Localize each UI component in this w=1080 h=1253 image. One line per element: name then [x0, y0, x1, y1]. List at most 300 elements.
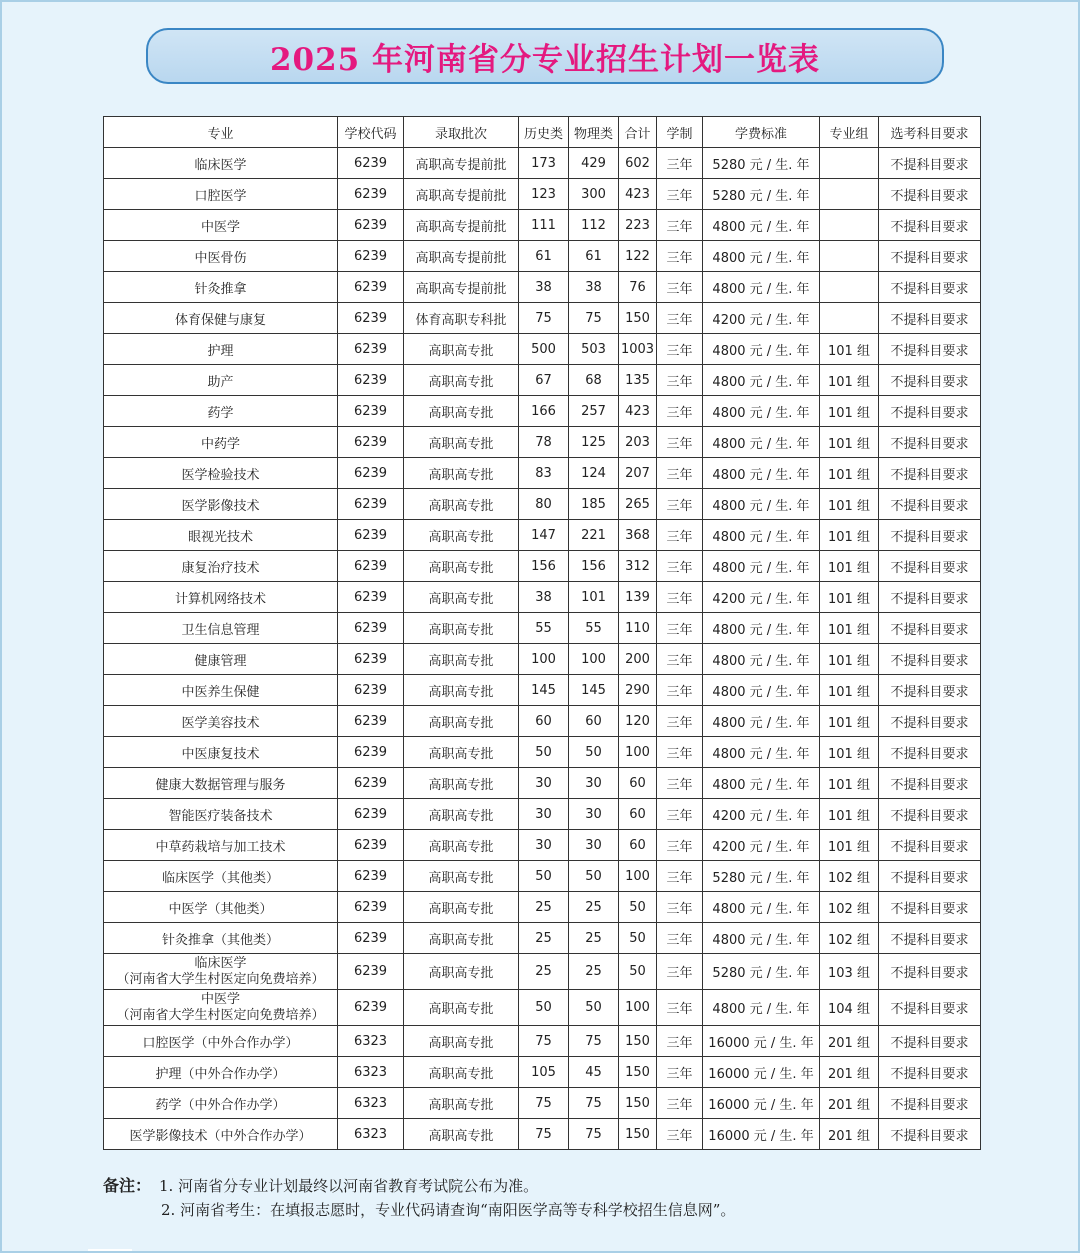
- total-count-cell: 100: [619, 737, 657, 768]
- major-cell: 中医学: [104, 210, 338, 241]
- group-cell: 102 组: [820, 861, 879, 892]
- table-row: [104, 365, 981, 396]
- duration-cell: 三年: [657, 179, 703, 210]
- subject-req-cell: 不提科目要求: [879, 954, 981, 990]
- duration-cell: 三年: [657, 303, 703, 334]
- group-cell: 101 组: [820, 706, 879, 737]
- history-count-cell: 55: [519, 613, 569, 644]
- major-cell: 针灸推拿: [104, 272, 338, 303]
- duration-cell: 三年: [657, 241, 703, 272]
- duration-cell: 三年: [657, 210, 703, 241]
- school-code-cell: 6239: [338, 954, 404, 990]
- physics-count-cell: 55: [569, 613, 619, 644]
- history-count-cell: 100: [519, 644, 569, 675]
- subject-req-cell: 不提科目要求: [879, 768, 981, 799]
- school-code-cell: 6239: [338, 334, 404, 365]
- major-cell: 针灸推拿（其他类）: [104, 923, 338, 954]
- group-cell: 101 组: [820, 551, 879, 582]
- batch-cell: 高职高专提前批: [404, 210, 519, 241]
- group-cell: [820, 241, 879, 272]
- physics-count-cell: 68: [569, 365, 619, 396]
- header-col-major: 专业: [104, 117, 338, 148]
- duration-cell: 三年: [657, 644, 703, 675]
- table-row: [104, 644, 981, 675]
- group-cell: 101 组: [820, 768, 879, 799]
- table-row: [104, 861, 981, 892]
- table-row: [104, 551, 981, 582]
- subject-req-cell: 不提科目要求: [879, 923, 981, 954]
- tuition-cell: 5280 元 / 生. 年: [703, 954, 820, 990]
- subject-req-cell: 不提科目要求: [879, 427, 981, 458]
- history-count-cell: 75: [519, 1119, 569, 1150]
- table-row: [104, 706, 981, 737]
- school-code-cell: 6239: [338, 148, 404, 179]
- table-row: [104, 1119, 981, 1150]
- table-header-row: [104, 117, 981, 148]
- subject-req-cell: 不提科目要求: [879, 675, 981, 706]
- batch-cell: 高职高专批: [404, 830, 519, 861]
- note-item: 1. 河南省分专业计划最终以河南省教育考试院公布为准。: [159, 1177, 539, 1195]
- duration-cell: 三年: [657, 675, 703, 706]
- school-code-cell: 6239: [338, 365, 404, 396]
- history-count-cell: 38: [519, 272, 569, 303]
- history-count-cell: 75: [519, 303, 569, 334]
- major-cell: 药学（中外合作办学）: [104, 1088, 338, 1119]
- tuition-cell: 4800 元 / 生. 年: [703, 272, 820, 303]
- tuition-cell: 5280 元 / 生. 年: [703, 861, 820, 892]
- group-cell: 101 组: [820, 582, 879, 613]
- table-row: [104, 892, 981, 923]
- batch-cell: 高职高专批: [404, 990, 519, 1026]
- physics-count-cell: 112: [569, 210, 619, 241]
- table-row: [104, 334, 981, 365]
- history-count-cell: 30: [519, 799, 569, 830]
- physics-count-cell: 25: [569, 954, 619, 990]
- major-cell: 康复治疗技术: [104, 551, 338, 582]
- major-cell: 体育保健与康复: [104, 303, 338, 334]
- group-cell: [820, 210, 879, 241]
- total-count-cell: 100: [619, 990, 657, 1026]
- subject-req-cell: 不提科目要求: [879, 551, 981, 582]
- total-count-cell: 100: [619, 861, 657, 892]
- subject-req-cell: 不提科目要求: [879, 1119, 981, 1150]
- school-code-cell: 6239: [338, 241, 404, 272]
- group-cell: [820, 148, 879, 179]
- total-count-cell: 150: [619, 1057, 657, 1088]
- subject-req-cell: 不提科目要求: [879, 582, 981, 613]
- tuition-cell: 4200 元 / 生. 年: [703, 582, 820, 613]
- total-count-cell: 423: [619, 179, 657, 210]
- school-code-cell: 6239: [338, 737, 404, 768]
- header-col-group: 专业组: [820, 117, 879, 148]
- total-count-cell: 290: [619, 675, 657, 706]
- subject-req-cell: 不提科目要求: [879, 458, 981, 489]
- tuition-cell: 4800 元 / 生. 年: [703, 613, 820, 644]
- total-count-cell: 76: [619, 272, 657, 303]
- duration-cell: 三年: [657, 458, 703, 489]
- batch-cell: 高职高专提前批: [404, 148, 519, 179]
- batch-cell: 高职高专批: [404, 489, 519, 520]
- batch-cell: 高职高专批: [404, 458, 519, 489]
- history-count-cell: 166: [519, 396, 569, 427]
- duration-cell: 三年: [657, 768, 703, 799]
- tuition-cell: 16000 元 / 生. 年: [703, 1057, 820, 1088]
- history-count-cell: 75: [519, 1088, 569, 1119]
- duration-cell: 三年: [657, 1088, 703, 1119]
- physics-count-cell: 30: [569, 799, 619, 830]
- batch-cell: 高职高专批: [404, 1057, 519, 1088]
- batch-cell: 高职高专批: [404, 551, 519, 582]
- total-count-cell: 265: [619, 489, 657, 520]
- physics-count-cell: 61: [569, 241, 619, 272]
- tuition-cell: 4800 元 / 生. 年: [703, 520, 820, 551]
- batch-cell: 高职高专批: [404, 582, 519, 613]
- duration-cell: 三年: [657, 990, 703, 1026]
- major-cell: 中医养生保健: [104, 675, 338, 706]
- batch-cell: 高职高专提前批: [404, 179, 519, 210]
- table-row: [104, 954, 981, 990]
- history-count-cell: 147: [519, 520, 569, 551]
- duration-cell: 三年: [657, 799, 703, 830]
- group-cell: 101 组: [820, 396, 879, 427]
- header-col-total: 合计: [619, 117, 657, 148]
- school-code-cell: 6239: [338, 303, 404, 334]
- subject-req-cell: 不提科目要求: [879, 396, 981, 427]
- physics-count-cell: 60: [569, 706, 619, 737]
- tuition-cell: 4800 元 / 生. 年: [703, 489, 820, 520]
- major-cell: 口腔医学（中外合作办学）: [104, 1026, 338, 1057]
- physics-count-cell: 101: [569, 582, 619, 613]
- history-count-cell: 80: [519, 489, 569, 520]
- physics-count-cell: 30: [569, 768, 619, 799]
- duration-cell: 三年: [657, 1026, 703, 1057]
- total-count-cell: 368: [619, 520, 657, 551]
- physics-count-cell: 429: [569, 148, 619, 179]
- subject-req-cell: 不提科目要求: [879, 520, 981, 551]
- table-row: [104, 923, 981, 954]
- header-col-tuition: 学费标准: [703, 117, 820, 148]
- major-cell: 中草药栽培与加工技术: [104, 830, 338, 861]
- tuition-cell: 4800 元 / 生. 年: [703, 427, 820, 458]
- major-cell: 卫生信息管理: [104, 613, 338, 644]
- subject-req-cell: 不提科目要求: [879, 990, 981, 1026]
- major-cell: 中医骨伤: [104, 241, 338, 272]
- school-code-cell: 6239: [338, 799, 404, 830]
- major-cell: 助产: [104, 365, 338, 396]
- subject-req-cell: 不提科目要求: [879, 799, 981, 830]
- note-line-2: [103, 1198, 1003, 1222]
- duration-cell: 三年: [657, 272, 703, 303]
- header-col-school-code: 学校代码: [338, 117, 404, 148]
- total-count-cell: 150: [619, 1119, 657, 1150]
- physics-count-cell: 50: [569, 990, 619, 1026]
- school-code-cell: 6239: [338, 427, 404, 458]
- major-cell: 临床医学（其他类）: [104, 861, 338, 892]
- school-code-cell: 6323: [338, 1119, 404, 1150]
- duration-cell: 三年: [657, 148, 703, 179]
- physics-count-cell: 50: [569, 737, 619, 768]
- duration-cell: 三年: [657, 582, 703, 613]
- history-count-cell: 30: [519, 768, 569, 799]
- duration-cell: 三年: [657, 954, 703, 990]
- batch-cell: 高职高专批: [404, 334, 519, 365]
- major-cell: 护理（中外合作办学）: [104, 1057, 338, 1088]
- group-cell: [820, 303, 879, 334]
- physics-count-cell: 124: [569, 458, 619, 489]
- tuition-cell: 5280 元 / 生. 年: [703, 148, 820, 179]
- physics-count-cell: 75: [569, 303, 619, 334]
- school-code-cell: 6239: [338, 489, 404, 520]
- table-row: [104, 990, 981, 1026]
- major-cell: 中药学: [104, 427, 338, 458]
- major-cell: 临床医学: [104, 148, 338, 179]
- batch-cell: 高职高专批: [404, 706, 519, 737]
- school-code-cell: 6239: [338, 551, 404, 582]
- total-count-cell: 200: [619, 644, 657, 675]
- header-col-duration: 学制: [657, 117, 703, 148]
- history-count-cell: 50: [519, 861, 569, 892]
- total-count-cell: 50: [619, 892, 657, 923]
- table-row: [104, 613, 981, 644]
- school-code-cell: 6239: [338, 990, 404, 1026]
- physics-count-cell: 50: [569, 861, 619, 892]
- school-code-cell: 6239: [338, 861, 404, 892]
- table-row: [104, 396, 981, 427]
- tuition-cell: 4800 元 / 生. 年: [703, 737, 820, 768]
- group-cell: 104 组: [820, 990, 879, 1026]
- school-code-cell: 6239: [338, 272, 404, 303]
- group-cell: 201 组: [820, 1057, 879, 1088]
- school-code-cell: 6239: [338, 644, 404, 675]
- major-cell: 智能医疗装备技术: [104, 799, 338, 830]
- major-cell: 医学检验技术: [104, 458, 338, 489]
- duration-cell: 三年: [657, 737, 703, 768]
- total-count-cell: 150: [619, 303, 657, 334]
- history-count-cell: 50: [519, 990, 569, 1026]
- group-cell: 101 组: [820, 644, 879, 675]
- major-cell: 健康管理: [104, 644, 338, 675]
- major-cell: 中医学（其他类）: [104, 892, 338, 923]
- tuition-cell: 4800 元 / 生. 年: [703, 334, 820, 365]
- group-cell: 101 组: [820, 334, 879, 365]
- physics-count-cell: 156: [569, 551, 619, 582]
- history-count-cell: 38: [519, 582, 569, 613]
- subject-req-cell: 不提科目要求: [879, 706, 981, 737]
- school-code-cell: 6239: [338, 768, 404, 799]
- major-cell: 眼视光技术: [104, 520, 338, 551]
- subject-req-cell: 不提科目要求: [879, 489, 981, 520]
- header-col-subject-req: 选考科目要求: [879, 117, 981, 148]
- tuition-cell: 4800 元 / 生. 年: [703, 365, 820, 396]
- school-code-cell: 6239: [338, 210, 404, 241]
- total-count-cell: 60: [619, 799, 657, 830]
- table-body: [104, 148, 981, 1150]
- history-count-cell: 25: [519, 892, 569, 923]
- major-cell: 健康大数据管理与服务: [104, 768, 338, 799]
- table-row: [104, 1088, 981, 1119]
- batch-cell: 高职高专提前批: [404, 241, 519, 272]
- group-cell: 101 组: [820, 489, 879, 520]
- group-cell: [820, 179, 879, 210]
- subject-req-cell: 不提科目要求: [879, 861, 981, 892]
- table-row: [104, 148, 981, 179]
- table-row: [104, 272, 981, 303]
- major-cell: 中医康复技术: [104, 737, 338, 768]
- group-cell: 102 组: [820, 923, 879, 954]
- batch-cell: 高职高专批: [404, 1088, 519, 1119]
- batch-cell: 高职高专批: [404, 861, 519, 892]
- batch-cell: 高职高专批: [404, 799, 519, 830]
- duration-cell: 三年: [657, 923, 703, 954]
- history-count-cell: 50: [519, 737, 569, 768]
- table-row: [104, 675, 981, 706]
- tuition-cell: 4800 元 / 生. 年: [703, 551, 820, 582]
- physics-count-cell: 75: [569, 1088, 619, 1119]
- total-count-cell: 312: [619, 551, 657, 582]
- table-row: [104, 489, 981, 520]
- tuition-cell: 4800 元 / 生. 年: [703, 768, 820, 799]
- physics-count-cell: 45: [569, 1057, 619, 1088]
- total-count-cell: 602: [619, 148, 657, 179]
- tuition-cell: 16000 元 / 生. 年: [703, 1026, 820, 1057]
- total-count-cell: 50: [619, 954, 657, 990]
- table-row: [104, 458, 981, 489]
- total-count-cell: 120: [619, 706, 657, 737]
- batch-cell: 高职高专提前批: [404, 272, 519, 303]
- history-count-cell: 83: [519, 458, 569, 489]
- group-cell: 103 组: [820, 954, 879, 990]
- school-code-cell: 6239: [338, 458, 404, 489]
- duration-cell: 三年: [657, 830, 703, 861]
- batch-cell: 高职高专批: [404, 954, 519, 990]
- school-code-cell: 6239: [338, 520, 404, 551]
- school-code-cell: 6239: [338, 675, 404, 706]
- physics-count-cell: 75: [569, 1026, 619, 1057]
- physics-count-cell: 221: [569, 520, 619, 551]
- history-count-cell: 25: [519, 923, 569, 954]
- notes: [103, 1174, 1003, 1222]
- tuition-cell: 4800 元 / 生. 年: [703, 990, 820, 1026]
- subject-req-cell: 不提科目要求: [879, 830, 981, 861]
- history-count-cell: 123: [519, 179, 569, 210]
- major-note: （河南省大学生村医定向免费培养）: [116, 1007, 325, 1023]
- table-row: [104, 830, 981, 861]
- school-code-cell: 6239: [338, 923, 404, 954]
- tuition-cell: 4800 元 / 生. 年: [703, 892, 820, 923]
- duration-cell: 三年: [657, 861, 703, 892]
- group-cell: 101 组: [820, 799, 879, 830]
- total-count-cell: 139: [619, 582, 657, 613]
- school-code-cell: 6239: [338, 179, 404, 210]
- physics-count-cell: 503: [569, 334, 619, 365]
- group-cell: 102 组: [820, 892, 879, 923]
- subject-req-cell: 不提科目要求: [879, 148, 981, 179]
- major-name: 临床医学: [194, 955, 247, 971]
- group-cell: 101 组: [820, 458, 879, 489]
- group-cell: 101 组: [820, 427, 879, 458]
- school-code-cell: 6239: [338, 396, 404, 427]
- total-count-cell: 150: [619, 1088, 657, 1119]
- group-cell: 201 组: [820, 1119, 879, 1150]
- physics-count-cell: 75: [569, 1119, 619, 1150]
- physics-count-cell: 38: [569, 272, 619, 303]
- history-count-cell: 500: [519, 334, 569, 365]
- physics-count-cell: 185: [569, 489, 619, 520]
- subject-req-cell: 不提科目要求: [879, 1026, 981, 1057]
- major-cell: 口腔医学: [104, 179, 338, 210]
- tuition-cell: 4800 元 / 生. 年: [703, 396, 820, 427]
- total-count-cell: 122: [619, 241, 657, 272]
- total-count-cell: 110: [619, 613, 657, 644]
- history-count-cell: 75: [519, 1026, 569, 1057]
- major-note: （河南省大学生村医定向免费培养）: [116, 971, 325, 987]
- major-cell: 医学美容技术: [104, 706, 338, 737]
- batch-cell: 高职高专批: [404, 644, 519, 675]
- table-row: [104, 799, 981, 830]
- duration-cell: 三年: [657, 334, 703, 365]
- subject-req-cell: 不提科目要求: [879, 272, 981, 303]
- total-count-cell: 223: [619, 210, 657, 241]
- tuition-cell: 4200 元 / 生. 年: [703, 799, 820, 830]
- subject-req-cell: 不提科目要求: [879, 1088, 981, 1119]
- table-row: [104, 520, 981, 551]
- duration-cell: 三年: [657, 551, 703, 582]
- table-row: [104, 241, 981, 272]
- history-count-cell: 30: [519, 830, 569, 861]
- total-count-cell: 60: [619, 830, 657, 861]
- table-row: [104, 1026, 981, 1057]
- subject-req-cell: 不提科目要求: [879, 303, 981, 334]
- school-code-cell: 6323: [338, 1026, 404, 1057]
- batch-cell: 高职高专批: [404, 892, 519, 923]
- header-col-batch: 录取批次: [404, 117, 519, 148]
- total-count-cell: 60: [619, 768, 657, 799]
- duration-cell: 三年: [657, 1119, 703, 1150]
- subject-req-cell: 不提科目要求: [879, 613, 981, 644]
- major-cell: 医学影像技术（中外合作办学）: [104, 1119, 338, 1150]
- duration-cell: 三年: [657, 489, 703, 520]
- duration-cell: 三年: [657, 365, 703, 396]
- physics-count-cell: 30: [569, 830, 619, 861]
- table-row: [104, 210, 981, 241]
- corner-mark: [88, 1249, 132, 1253]
- tuition-cell: 4800 元 / 生. 年: [703, 458, 820, 489]
- tuition-cell: 4800 元 / 生. 年: [703, 241, 820, 272]
- total-count-cell: 207: [619, 458, 657, 489]
- total-count-cell: 203: [619, 427, 657, 458]
- batch-cell: 高职高专批: [404, 1026, 519, 1057]
- duration-cell: 三年: [657, 892, 703, 923]
- table-row: [104, 1057, 981, 1088]
- subject-req-cell: 不提科目要求: [879, 365, 981, 396]
- total-count-cell: 135: [619, 365, 657, 396]
- history-count-cell: 25: [519, 954, 569, 990]
- physics-count-cell: 25: [569, 923, 619, 954]
- subject-req-cell: 不提科目要求: [879, 210, 981, 241]
- subject-req-cell: 不提科目要求: [879, 892, 981, 923]
- subject-req-cell: 不提科目要求: [879, 1057, 981, 1088]
- duration-cell: 三年: [657, 1057, 703, 1088]
- group-cell: 101 组: [820, 613, 879, 644]
- physics-count-cell: 125: [569, 427, 619, 458]
- school-code-cell: 6323: [338, 1057, 404, 1088]
- major-cell: 医学影像技术: [104, 489, 338, 520]
- physics-count-cell: 100: [569, 644, 619, 675]
- tuition-cell: 4200 元 / 生. 年: [703, 303, 820, 334]
- header-col-physics: 物理类: [569, 117, 619, 148]
- note-line-1: [103, 1174, 1003, 1198]
- tuition-cell: 4800 元 / 生. 年: [703, 706, 820, 737]
